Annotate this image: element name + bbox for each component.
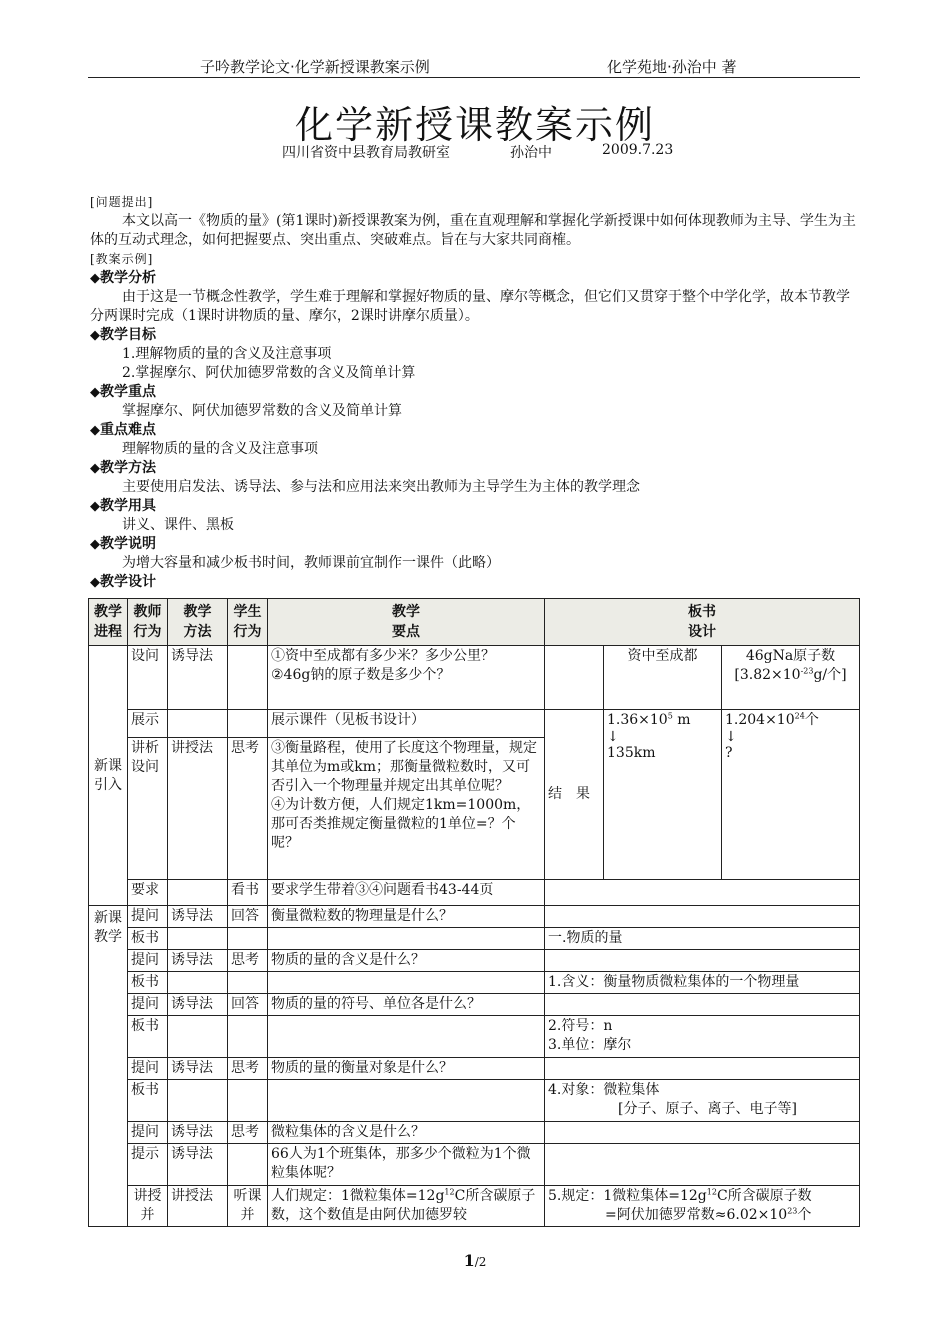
points-cell: 物质的量的含义是什么？ [268,950,545,972]
board-result-distance: $1.36\times 10^5$ m ↓ 135km [604,710,722,880]
board-result-count: $1.204\times 10^{24}$个 ↓ ? [722,710,860,880]
teacher-cell: 要求 [128,880,168,906]
method-cell: 诱导法 [168,906,228,928]
section-goals-heading: ◆教学目标 [90,327,156,343]
section-method-heading: ◆教学方法 [90,460,156,476]
student-cell [228,972,268,994]
method-cell: 讲授法 [168,738,228,880]
student-cell [228,1080,268,1122]
diamond-bullet-icon: ◆ [90,537,100,552]
table-row [89,1016,860,1058]
teacher-cell: 提问 [128,906,168,928]
points-cell: 物质的量的衡量对象是什么？ [268,1058,545,1080]
table-header-row [89,599,860,646]
section-tools-heading: ◆教学用具 [90,498,156,514]
teacher-cell: 提问 [128,994,168,1016]
points-cell: 衡量微粒数的物理量是什么？ [268,906,545,928]
points-cell [268,1080,545,1122]
board-cell: 2.符号：n 3.单位：摩尔 [545,1016,860,1058]
section-design-heading: ◆教学设计 [90,574,156,590]
points-cell: 微粒集体的含义是什么？ [268,1122,545,1144]
table-row [89,950,860,972]
student-cell [228,646,268,710]
section-key-heading: ◆教学重点 [90,384,156,400]
method-cell: 讲授法 [168,1186,228,1227]
board-col1-head: 资中至成都 [604,646,722,710]
diamond-bullet-icon: ◆ [90,499,100,514]
document-body [90,193,858,592]
student-cell [228,710,268,738]
table-row [89,710,860,738]
diamond-bullet-icon: ◆ [90,328,100,343]
student-cell: 思考 [228,738,268,880]
tag-example: [教案示例] [90,252,154,266]
student-cell: 回答 [228,994,268,1016]
section-key-text: 掌握摩尔、阿伏加德罗常数的含义及简单计算 [122,403,402,419]
intro-paragraph: 本文以高一《物质的量》(第1课时)新授课教案为例，重在直观理解和掌握化学新授课中如何体现教师为主导、学生为主体的互动式理念，如何把握要点、突出重点、突破难点。旨在与大家共同商榷。 [90,213,856,248]
stage-intro: 新课 引入 [89,646,128,906]
running-header-right: 化学苑地·孙治中 著 [607,58,737,76]
board-result-label: 结 果 [545,710,604,880]
student-cell: 听课 并 [228,1186,268,1227]
points-cell [268,928,545,950]
header-student: 学生 行为 [228,599,268,646]
diamond-bullet-icon: ◆ [90,461,100,476]
teacher-cell: 讲析 设问 [128,738,168,880]
teacher-cell: 展示 [128,710,168,738]
table-row [89,928,860,950]
board-cell [545,880,860,906]
method-cell: 诱导法 [168,1058,228,1080]
student-cell [228,1016,268,1058]
teacher-cell: 设问 [128,646,168,710]
subtitle-org: 四川省资中县教育局教研室 [282,145,450,161]
teacher-cell: 提问 [128,1122,168,1144]
points-cell: 要求学生带着③④问题看书43-44页 [268,880,545,906]
table-row [89,1058,860,1080]
board-cell [545,906,860,928]
points-cell: 66人为1个班集体，那多少个微粒为1个微粒集体呢？ [268,1144,545,1186]
board-cell: 4.对象：微粒集体 [分子、原子、离子、电子等] [545,1080,860,1122]
diamond-bullet-icon: ◆ [90,575,100,590]
tag-problem: [问题提出] [90,195,154,209]
header-rule [88,77,860,78]
header-teacher: 教师 行为 [128,599,168,646]
lesson-design-table [88,598,860,1227]
points-cell: 物质的量的符号、单位各是什么？ [268,994,545,1016]
section-notes-text: 为增大容量和减少板书时间，教师课前宜制作一课件（此略） [122,555,500,571]
header-stage: 教学 进程 [89,599,128,646]
board-cell [545,1144,860,1186]
method-cell [168,1080,228,1122]
method-cell: 诱导法 [168,646,228,710]
student-cell: 思考 [228,1122,268,1144]
teacher-cell: 板书 [128,928,168,950]
table-row [89,906,860,928]
diamond-bullet-icon: ◆ [90,423,100,438]
table-row [89,646,860,710]
points-cell [268,972,545,994]
method-cell: 诱导法 [168,994,228,1016]
subtitle-date: 2009.7.23 [602,142,674,158]
teacher-cell: 板书 [128,1016,168,1058]
method-cell [168,928,228,950]
method-cell [168,972,228,994]
method-cell: 诱导法 [168,1122,228,1144]
arrow-down-icon: ↓ [607,729,619,745]
table-row [89,994,860,1016]
section-difficulty-text: 理解物质的量的含义及注意事项 [122,441,318,457]
teacher-cell: 板书 [128,972,168,994]
header-method: 教学 方法 [168,599,228,646]
table-row [89,972,860,994]
student-cell [228,928,268,950]
points-cell: ③衡量路程，使用了长度这个物理量，规定其单位为m或km；那衡量微粒数时，又可否引入一个物理量并规定出其单位呢？ ④为计数方便，人们规定1km=1000m，那可否类推规定衡量微粒的1单位=？个呢？ [268,738,545,880]
teacher-cell: 讲授 并 [128,1186,168,1227]
arrow-down-icon: ↓ [725,729,737,745]
section-tools-text: 讲义、课件、黑板 [122,517,234,533]
page-title: 化学新授课教案示例 [294,103,655,147]
subtitle-author: 孙治中 [510,145,552,161]
method-cell: 诱导法 [168,1144,228,1186]
table-row [89,880,860,906]
running-header-left: 子吟教学论文·化学新授课教案示例 [200,58,430,76]
table-row [89,1186,860,1227]
board-cell: 1.含义：衡量物质微粒集体的一个物理量 [545,972,860,994]
points-cell: ①资中至成都有多少米？多少公里？ ②46g钠的原子数是多少个？ [268,646,545,710]
method-cell [168,710,228,738]
teacher-cell: 板书 [128,1080,168,1122]
board-empty-cell [545,646,604,710]
student-cell: 看书 [228,880,268,906]
method-cell [168,880,228,906]
board-col2-head: 46gNa原子数 [$3.82\times 10^{-23}g/$个] [722,646,860,710]
page-number: 1/2 [463,1251,487,1270]
board-cell [545,1122,860,1144]
teacher-cell: 提问 [128,950,168,972]
board-cell [545,994,860,1016]
board-cell: 5.规定：1微粒集体$=12g^{12}C$所含碳原子数 =阿伏加德罗常数$\approx 6.02\times 10^{23}$个 [545,1186,860,1227]
table-row [89,1122,860,1144]
section-analysis-heading: ◆教学分析 [90,270,156,286]
section-difficulty-heading: ◆重点难点 [90,422,156,438]
board-cell: 一.物质的量 [545,928,860,950]
board-cell [545,950,860,972]
points-cell: 展示课件（见板书设计） [268,710,545,738]
goal-item-1: 1.理解物质的量的含义及注意事项 [122,346,332,362]
method-cell [168,1016,228,1058]
points-cell [268,1016,545,1058]
stage-teach: 新课 教学 [89,906,128,1227]
section-analysis-text: 由于这是一节概念性教学，学生难于理解和掌握好物质的量、摩尔等概念，但它们又贯穿于整个中学化学，故本节教学分两课时完成（1课时讲物质的量、摩尔，2课时讲摩尔质量）。 [90,289,850,324]
student-cell: 回答 [228,906,268,928]
student-cell: 思考 [228,950,268,972]
section-notes-heading: ◆教学说明 [90,536,156,552]
teacher-cell: 提问 [128,1058,168,1080]
points-cell: 人们规定：1微粒集体$=12g^{12}C$所含碳原子数，这个数值是由阿伏加德罗较 [268,1186,545,1227]
table-row [89,1144,860,1186]
table-row [89,1080,860,1122]
method-cell: 诱导法 [168,950,228,972]
section-method-text: 主要使用启发法、诱导法、参与法和应用法来突出教师为主导学生为主体的教学理念 [122,479,640,495]
diamond-bullet-icon: ◆ [90,271,100,286]
header-points: 教学 要点 [268,599,545,646]
board-cell [545,1058,860,1080]
student-cell: 思考 [228,1058,268,1080]
teacher-cell: 提示 [128,1144,168,1186]
header-board: 板书 设计 [545,599,860,646]
student-cell [228,1144,268,1186]
goal-item-2: 2.掌握摩尔、阿伏加德罗常数的含义及简单计算 [122,365,416,381]
diamond-bullet-icon: ◆ [90,385,100,400]
